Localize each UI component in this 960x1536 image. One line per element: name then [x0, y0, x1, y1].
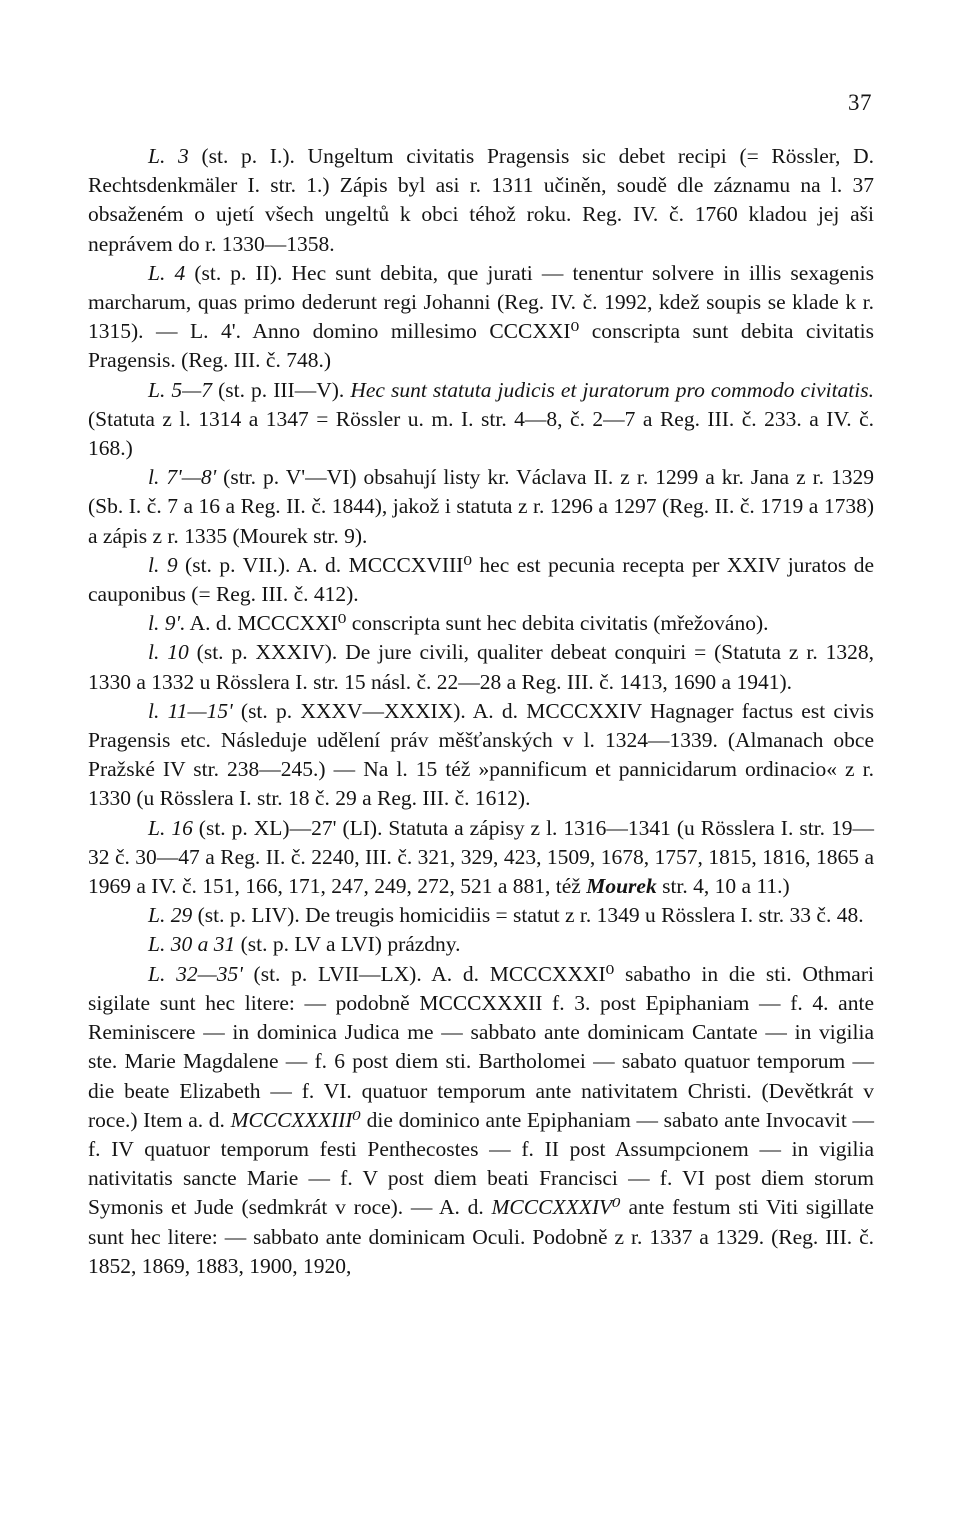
paragraph: [88, 638, 874, 696]
folio-reference: l. 10: [148, 640, 189, 665]
paragraph-text: (st. p. LVII—LX). A. d. MCCCXXXI⁰ sabatho in die sti. Othmari sigilate sunt hec litere: — podobně MCCCXXXII f. 3. post Epiphaniam — f. 4. ante Reminiscere — in dominica Judica me — sabbato ante dominicam Cantate — in vigilia ste. Marie Magdalene — f. 6 post diem sti. Bartholomei — sabato quatuor temporum — die beate Elizabeth — f. VI. quatuor temporum ante nativitatem Christi. (Devětkrát v roce.) Item a. d.: [88, 961, 874, 1132]
paragraph: [88, 142, 874, 259]
folio-reference: L. 30 a 31: [148, 932, 236, 957]
paragraph: [88, 814, 874, 902]
paragraph: [88, 259, 874, 376]
folio-reference: l. 11—15': [148, 698, 233, 723]
paragraph-text: str. 4, 10 a 11.): [656, 874, 790, 899]
paragraph: [88, 697, 874, 814]
paragraph-text: A. d. MCCCXXI⁰ conscripta sunt hec debita civitatis (mřežováno).: [185, 611, 769, 636]
paragraph-text: die dominico ante Epiphaniam — sabato ante Invocavit — f. IV quatuor temporum festi Penthecostes — f. II post Assumpcionem — in vigilia nativitatis sancte Marie — f. V post diem beati Francisci — f. VI post diem storum Symonis et Jude (sedmkrát v roce). — A. d.: [88, 1107, 874, 1220]
paragraph-text: (st. p. XL)—27' (LI). Statuta a zápisy z l. 1316—1341 (u Rösslera I. str. 19—32 č. 30—47 a Reg. II. č. 2240, III. č. 321, 329, 423, 1509, 1678, 1757, 1815, 1816, 1865 a 1969 a IV. č. 151, 166, 171, 247, 249, 272, 521 a 881, též: [88, 815, 874, 899]
paragraph: [88, 960, 874, 1281]
emphasized-title: Hec sunt statuta judicis et juratorum pro commodo civitatis.: [350, 377, 874, 402]
paragraph-text: (st. p. LV a LVI) prázdny.: [235, 932, 461, 957]
folio-reference: L. 3: [148, 144, 189, 168]
paragraph: [88, 551, 874, 609]
paragraph: [88, 901, 874, 930]
paragraph-text: (st. p. II). Hec sunt debita, que jurati — tenentur solvere in illis sexagenis marcharum, quas primo dederunt regi Johanni (Reg. IV. č. 1992, kdež soupis se klade k r. 1315). — L. 4'. Anno domino millesimo CCCXXI⁰ conscripta sunt debita civitatis Pragensis. (Reg. III. č. 748.): [88, 260, 874, 373]
emphasized-year: MCCCXXXIII⁰: [230, 1107, 362, 1132]
folio-reference: l. 9: [148, 552, 178, 577]
emphasized-year: MCCCXXXIV⁰: [491, 1195, 621, 1220]
paragraph-text: (st. p. III—V).: [212, 377, 351, 402]
paragraph-text: ante festum sti Viti sigillate sunt hec litere: — sabbato ante dominicam Oculi. Podobně z r. 1337 a 1329. (Reg. III. č. 1852, 1869, 1883, 1900, 1920,: [88, 1195, 874, 1278]
folio-reference: L. 29: [148, 903, 193, 928]
paragraph: [88, 463, 874, 551]
folio-reference: L. 4: [148, 260, 186, 285]
folio-reference: L. 32—35': [148, 961, 243, 986]
paragraph-text: (st. p. VII.). A. d. MCCCXVIII⁰ hec est pecunia recepta per XXIV juratos de cauponibus (= Reg. III. č. 412).: [88, 552, 874, 607]
folio-reference: L. 16: [148, 815, 193, 840]
folio-reference: l. 7'—8': [148, 465, 217, 490]
paragraph: [88, 930, 874, 959]
paragraph-text: (st. p. XXXV—XXXIX). A. d. MCCCXXIV Hagnager factus est civis Pragensis etc. Následuje udělení práv měšťanských v l. 1324—1339. (Almanach obce Pražské IV str. 238—245.) — Na l. 15 též »pannificum et pannicidarum ordinacio« z r. 1330 (u Rösslera I. str. 18 č. 29 a Reg. III. č. 1612).: [88, 698, 874, 811]
text-body: [88, 142, 874, 1281]
paragraph-text: (str. p. V'—VI) obsahují listy kr. Václava II. z r. 1299 a kr. Jana z r. 1329 (Sb. I. č. 7 a 16 a Reg. II. č. 1844), jakož i statuta z r. 1296 a 1297 (Reg. II. č. 1719 a 1738) a zápis z r. 1335 (Mourek str. 9).: [88, 465, 874, 548]
folio-reference: L. 5—7: [148, 377, 213, 402]
page-number: 37: [848, 90, 872, 115]
author-name: Mourek: [586, 874, 657, 899]
paragraph: [88, 609, 874, 638]
paragraph-text: (st. p. XXXIV). De jure civili, qualiter debeat conquiri = (Statuta z r. 1328, 1330 a 1332 u Rösslera I. str. 15 násl. č. 22—28 a Reg. III. č. 1413, 1690 a 1941).: [88, 640, 874, 694]
folio-reference: l. 9'.: [148, 611, 186, 636]
paragraph-text: (st. p. LIV). De treugis homicidiis = statut z r. 1349 u Rösslera I. str. 33 č. 48.: [192, 903, 864, 928]
paragraph: [88, 376, 874, 464]
paragraph-text: (Statuta z l. 1314 a 1347 = Rössler u. m. I. str. 4—8, č. 2—7 a Reg. III. č. 233. a IV. č. 168.): [88, 406, 874, 461]
paragraph-text: (st. p. I.). Ungeltum civitatis Pragensis sic debet recipi (= Rössler, D. Rechtsdenkmäler I. str. 1.) Zápis byl asi r. 1311 učiněn, soudě dle záznamu na l. 37 obsaženém o ujetí všech ungeltů k obci téhož roku. Reg. IV. č. 1760 kladou jej aši neprávem do r. 1330—1358.: [88, 144, 874, 256]
